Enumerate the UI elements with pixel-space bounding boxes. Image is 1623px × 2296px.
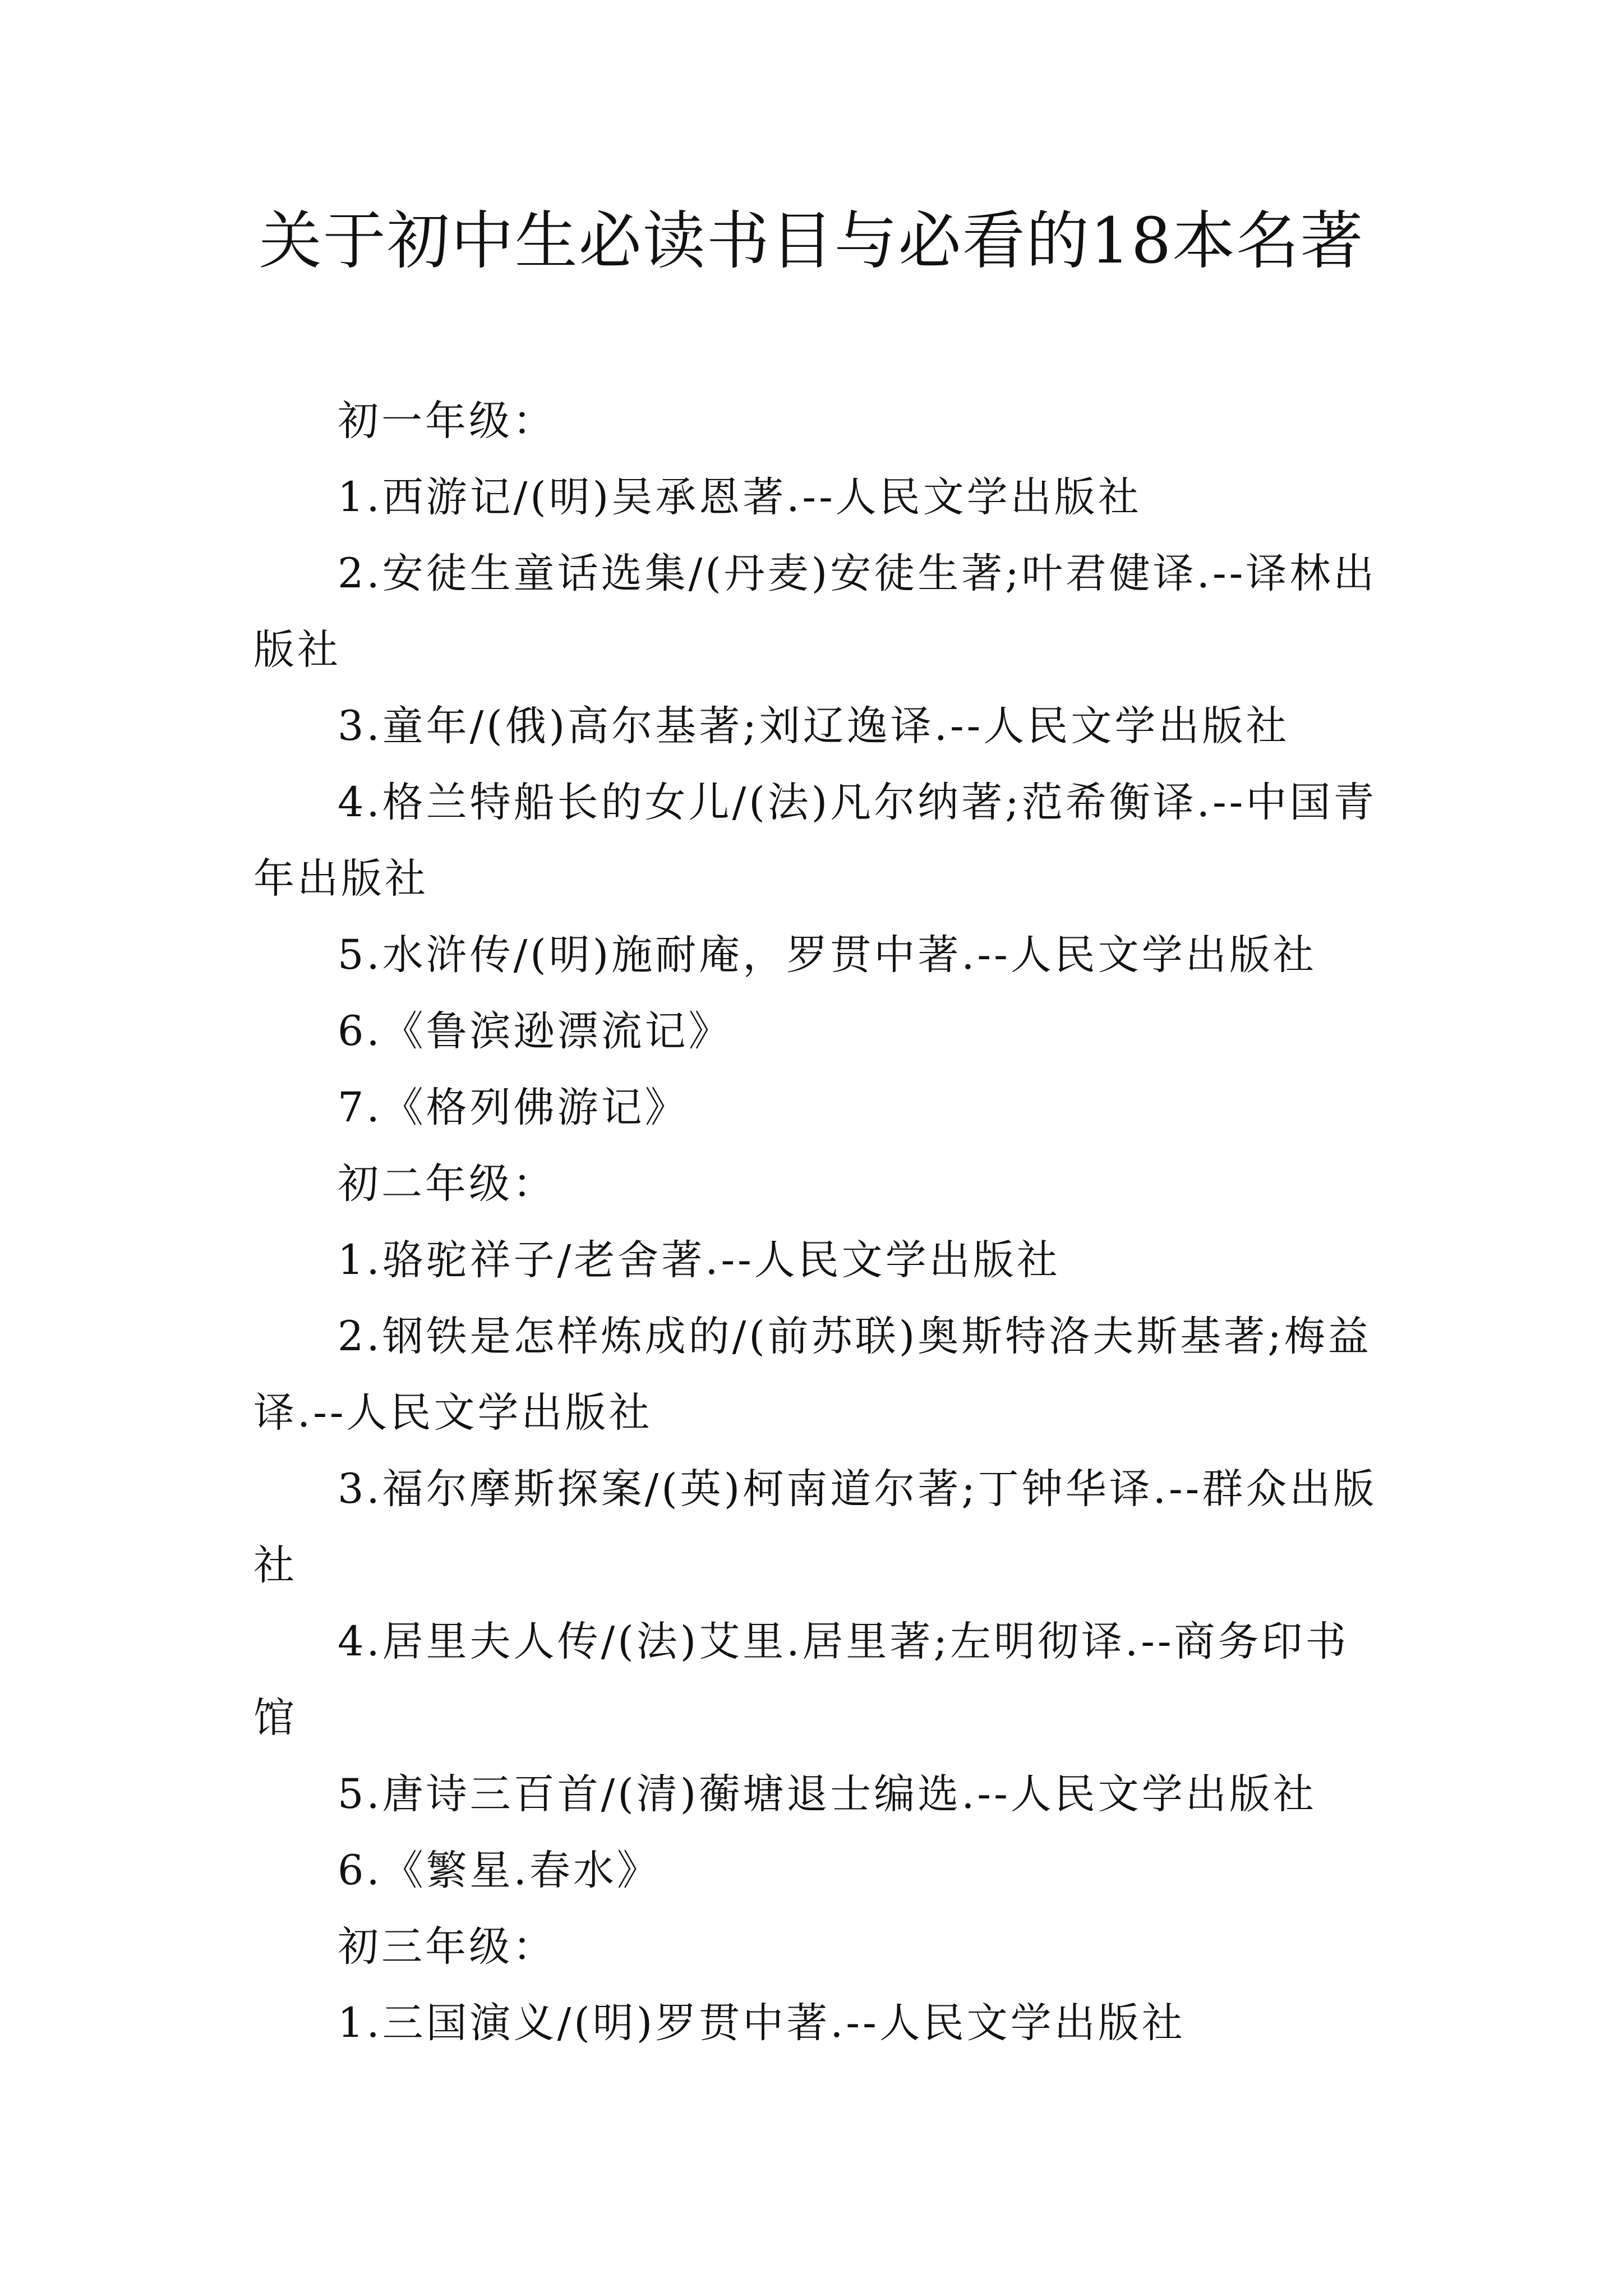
book-entry: 3.童年/(俄)高尔基著;刘辽逸译.--人民文学出版社: [338, 702, 1290, 750]
book-entry: 1.三国演义/(明)罗贯中著.--人民文学出版社: [338, 1999, 1186, 2047]
document-title: 关于初中生必读书目与必看的18本名著: [259, 205, 1364, 278]
document-body: [253, 383, 1386, 2062]
book-entry: 3.福尔摩斯探案/(英)柯南道尔著;丁钟华译.--群众出版社: [253, 1465, 1377, 1589]
book-entry: 5.水浒传/(明)施耐庵，罗贯中著.--人民文学出版社: [338, 931, 1317, 979]
book-entry: 2.安徒生童话选集/(丹麦)安徒生著;叶君健译.--译林出版社: [253, 550, 1377, 674]
book-entry: 4.格兰特船长的女儿/(法)凡尔纳著;范希衡译.--中国青年出版社: [253, 779, 1377, 903]
grade-heading-3: 初三年级：: [338, 1923, 556, 1971]
book-entry: 7.《格列佛游记》: [338, 1084, 689, 1131]
grade-heading-2: 初二年级：: [338, 1160, 556, 1208]
book-entry: 6.《鲁滨逊漂流记》: [338, 1007, 732, 1055]
book-entry: 2.钢铁是怎样炼成的/(前苏联)奥斯特洛夫斯基著;梅益译.--人民文学出版社: [253, 1313, 1372, 1437]
grade-heading-1: 初一年级：: [338, 397, 556, 445]
book-entry: 5.唐诗三百首/(清)蘅塘退士编选.--人民文学出版社: [338, 1770, 1317, 1818]
book-entry: 1.骆驼祥子/老舍著.--人民文学出版社: [338, 1236, 1061, 1284]
book-entry: 6.《繁星.春水》: [338, 1847, 661, 1894]
book-entry: 1.西游记/(明)吴承恩著.--人民文学出版社: [338, 473, 1142, 521]
book-entry: 4.居里夫人传/(法)艾里.居里著;左明彻译.--商务印书馆: [253, 1618, 1349, 1742]
